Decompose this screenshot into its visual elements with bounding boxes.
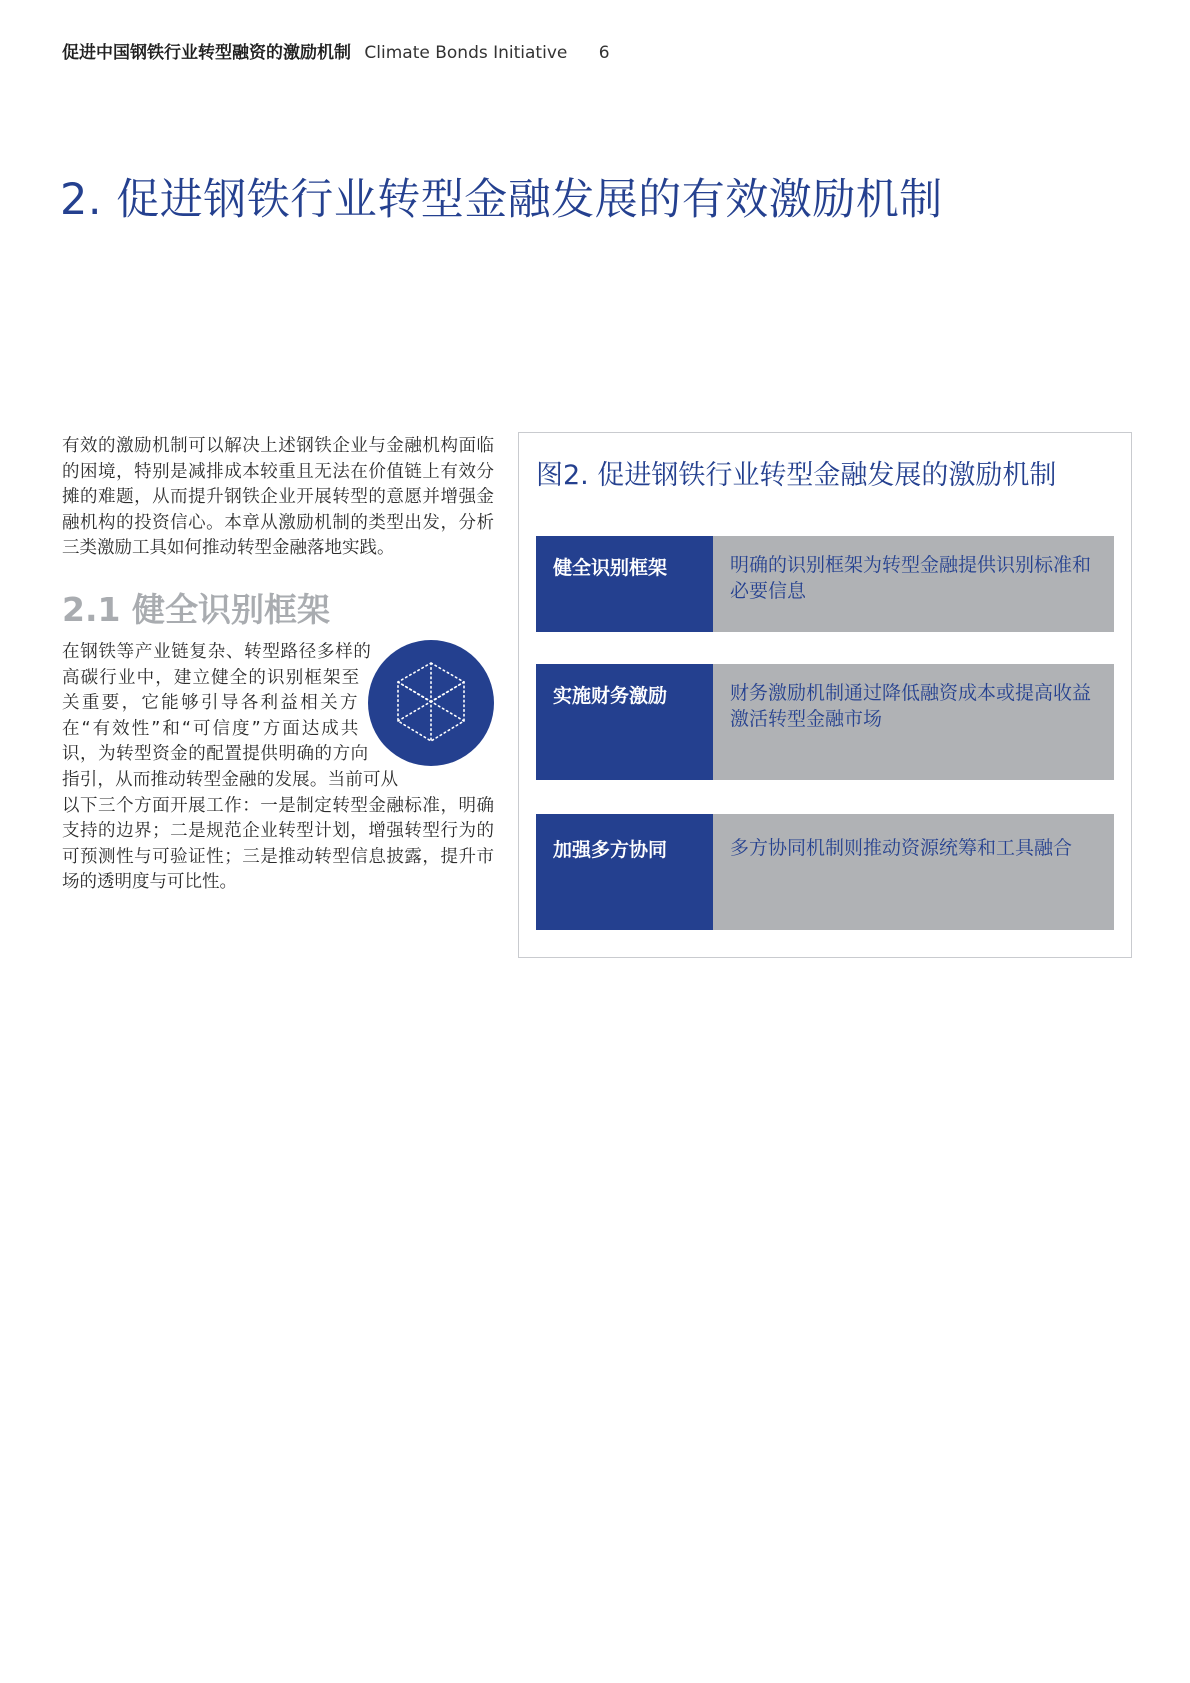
section-title: 2. 促进钢铁行业转型金融发展的有效激励机制: [60, 175, 943, 225]
document-title: 促进中国钢铁行业转型融资的激励机制: [62, 43, 351, 63]
figure-row-collaboration: [536, 814, 1114, 930]
figure-row-description: 多方协同机制则推动资源统筹和工具融合: [713, 814, 1114, 930]
subsection-body: [62, 640, 494, 896]
subsection-paragraph: 在钢铁等产业链复杂、转型路径多样的高碳行业中，建立健全的识别框架至关重要，它能够引导各利益相关方在“有效性”和“可信度”方面达成共识，为转型资金的配置提供明确的方向指引，从而推动转型金融的发展。当前可从以下三个方面开展工作：一是制定转型金融标准，明确支持的边界；二是规范企业转型计划，增强转型行为的可预测性与可验证性；三是推动转型信息披露，提升市场的透明度与可比性。: [62, 642, 494, 893]
page-number: 6: [598, 43, 610, 63]
cube-network-icon: [368, 640, 494, 766]
figure-row-label: 实施财务激励: [536, 664, 713, 780]
subsection-title: 2.1 健全识别框架: [62, 590, 330, 629]
figure-row-label: 加强多方协同: [536, 814, 713, 930]
figure-panel: [518, 432, 1132, 958]
intro-paragraph: 有效的激励机制可以解决上述钢铁企业与金融机构面临的困境，特别是减排成本较重且无法在价值链上有效分摊的难题，从而提升钢铁企业开展转型的意愿并增强金融机构的投资信心。本章从激励机制的类型出发，分析三类激励工具如何推动转型金融落地实践。: [62, 436, 494, 559]
figure-row-identification: [536, 536, 1114, 632]
figure-row-financial-incentive: [536, 664, 1114, 780]
page-header: [62, 38, 610, 63]
figure-row-label: 健全识别框架: [536, 536, 713, 632]
organization-name: Climate Bonds Initiative: [364, 43, 568, 63]
figure-row-description: 财务激励机制通过降低融资成本或提高收益激活转型金融市场: [713, 664, 1114, 780]
figure-row-description: 明确的识别框架为转型金融提供识别标准和必要信息: [713, 536, 1114, 632]
figure-title: 图2. 促进钢铁行业转型金融发展的激励机制: [536, 460, 1057, 491]
